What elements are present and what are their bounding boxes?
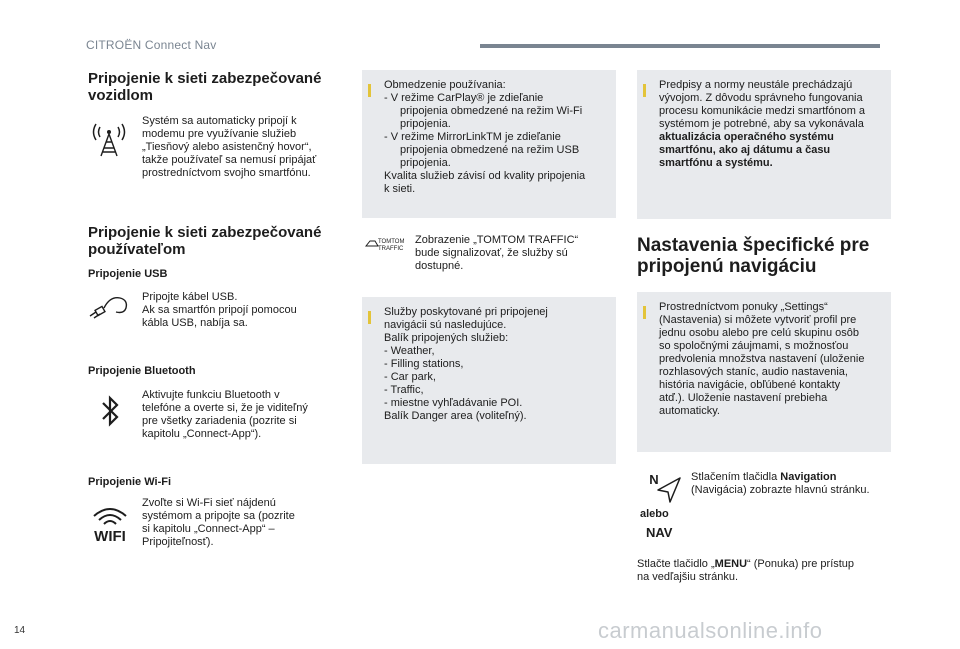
usb-text: Pripojte kábel USB. Ak sa smartfón pripojí pomocou kábla USB, nabíja sa.: [142, 291, 297, 329]
bluetooth-text: Aktivujte funkciu Bluetooth v telefóne a overte si, že je viditeľný pre všetky zariadenia (pozrite si kapitolu „Connect-App“).: [142, 389, 308, 440]
tomtom-label-1: TOMTOM: [378, 239, 405, 245]
nav-button-label: NAV: [646, 525, 673, 540]
watermark: carmanualsonline.info: [598, 618, 823, 643]
wifi-text: Zvoľte si Wi-Fi sieť nájdenú systémom a pripojte sa (pozrite si kapitolu „Connect-App“ – Pripojiteľnosť).: [142, 497, 295, 548]
tomtom-traffic-icon: [364, 236, 414, 252]
wifi-icon: [88, 502, 132, 542]
info-box-settings: Prostredníctvom ponuky „Settings“ (Nastavenia) si môžete vytvoriť profil pre jednu osobu alebo pre celú skupinu osôb so spoločnými záujmami, s možnosťou predvolenia množstva nastavení (uloženie rozhlasových staníc, audio nastavenia, história navigácie, obľúbené kontakty atď.). Uloženie nastavení prebieha automaticky.: [637, 292, 891, 452]
tomtom-text: Zobrazenie „TOMTOM TRAFFIC“ bude signalizovať, že služby sú dostupné.: [415, 234, 579, 272]
wifi-title: Pripojenie Wi-Fi: [88, 476, 172, 488]
menu-text: Stlačte tlačidlo „MENU“ (Ponuka) pre prístup na vedľajšiu stránku.: [637, 558, 855, 583]
usb-title: Pripojenie USB: [88, 268, 168, 280]
wifi-icon-label: WIFI: [94, 528, 126, 542]
emergency-call-icon: [88, 116, 130, 158]
usb-cable-icon: [86, 292, 130, 322]
info-marker: [368, 311, 371, 324]
navigation-settings-title: Nastavenia špecifické pre pripojenú navigáciu: [637, 235, 870, 277]
bluetooth-title: Pripojenie Bluetooth: [88, 365, 196, 377]
info-marker: [643, 84, 646, 97]
info-marker: [368, 84, 371, 97]
navigation-north-arrow-icon: [646, 472, 686, 504]
page-number: 14: [14, 625, 26, 636]
navigation-text: Stlačením tlačidla Navigation (Navigácia) zobrazte hlavnú stránku.: [691, 471, 870, 496]
nav-or-label: alebo: [640, 508, 669, 520]
section1-text: Systém sa automaticky pripojí k modemu pre využívanie služieb „Tiesňový alebo asistenčný hovor“, takže používateľ sa nemusí pripájať prostredníctvom svojho smartfónu.: [142, 115, 317, 179]
document-header: CITROËN Connect Nav: [86, 38, 217, 52]
nav-icon-letter: N: [649, 472, 659, 487]
info-box-services: Služby poskytované pri pripojenej navigácii sú nasledujúce. Balík pripojených služieb: - Weather, - Filling stations, - Car park, - Traffic, - miestne vyhľadávanie POI. Balík Danger area (voliteľný).: [362, 297, 616, 464]
header-bar: [480, 44, 880, 48]
bluetooth-icon: [100, 394, 122, 428]
section2-title: Pripojenie k sieti zabezpečované používateľom: [88, 224, 322, 258]
info-marker: [643, 306, 646, 319]
info-box-regulations: Predpisy a normy neustále prechádzajú vývojom. Z dôvodu správneho fungovania procesu komunikácie medzi smartfónom a systémom je potrebné, aby sa vykonávala aktualizácia operačného systému smartfónu, ako aj dátumu a času smartfónu a systému.: [637, 70, 891, 219]
info-box-usage-limits: Obmedzenie používania: - V režime CarPlay® je zdieľanie pripojenia obmedzené na režim Wi-Fi pripojenia. - V režime MirrorLinkTM je zdieľanie pripojenia obmedzené na režim USB pripojenia. Kvalita služieb závisí od kvality pripojenia k sieti.: [362, 70, 616, 218]
tomtom-label-2: TRAFFIC: [378, 246, 404, 252]
section1-title: Pripojenie k sieti zabezpečované vozidlom: [88, 70, 322, 104]
